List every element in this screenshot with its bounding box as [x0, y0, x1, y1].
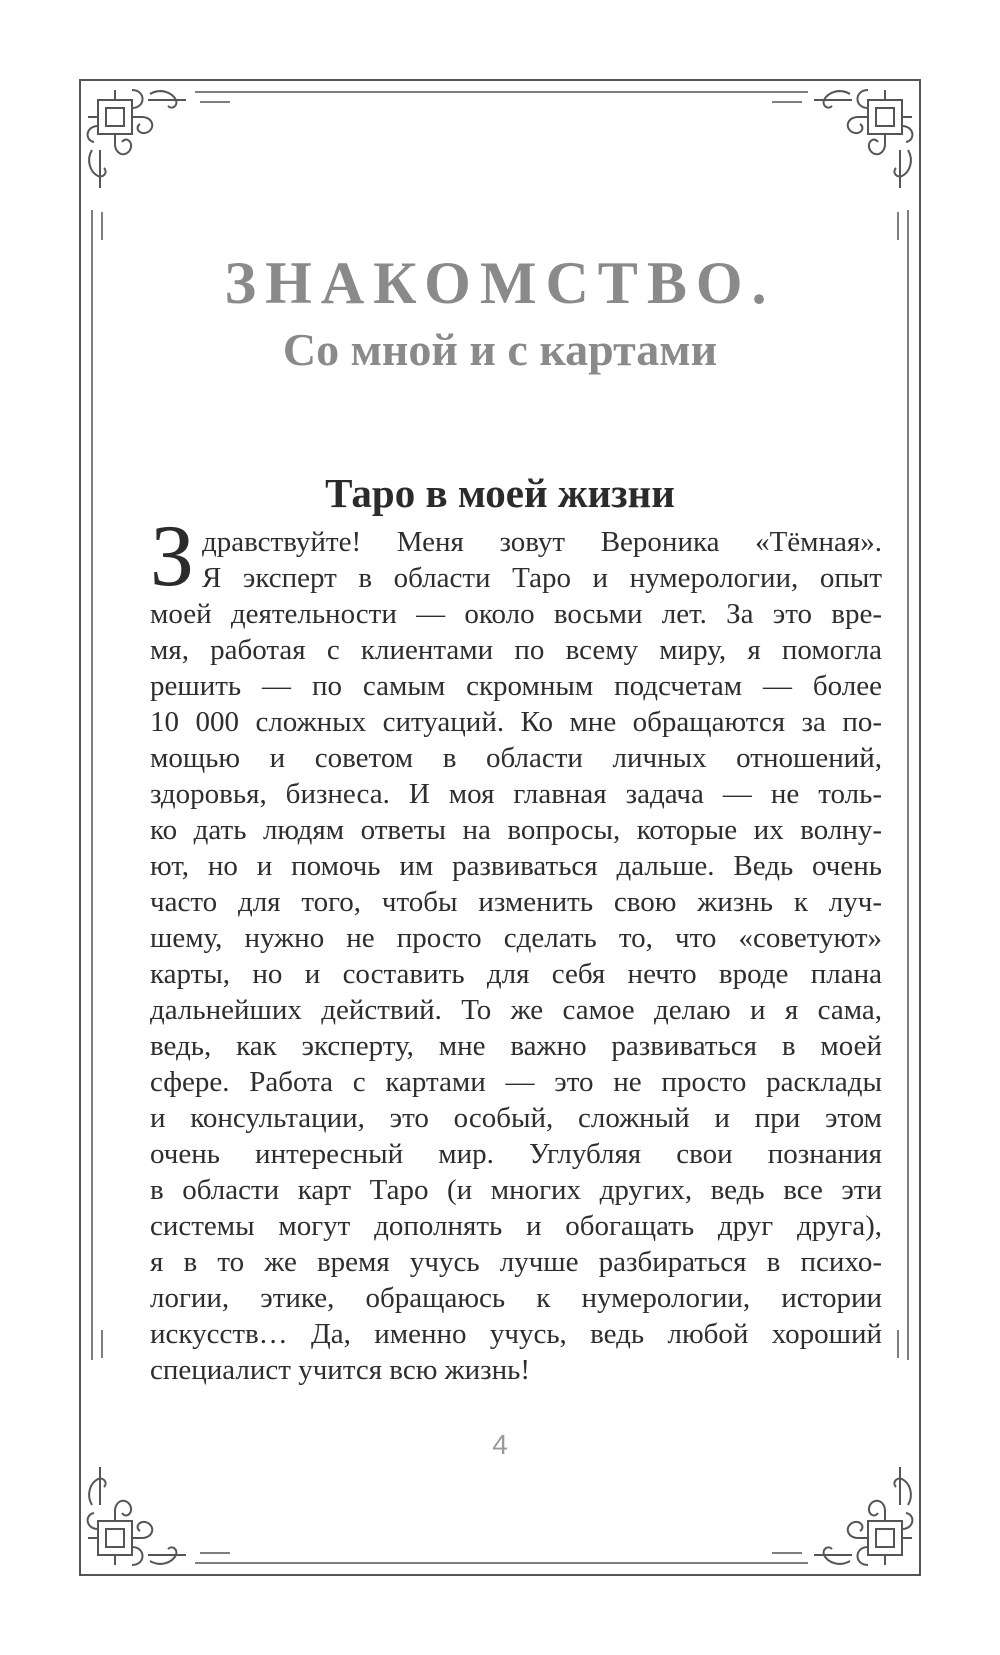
text-line: карты, но и составить для себя нечто вроде плана: [150, 958, 882, 990]
chapter-subtitle: Со мной и с картами: [282, 324, 718, 375]
text-line: логии, этике, обращаюсь к нумерологии, истории: [150, 1282, 882, 1314]
text-line: здоровья, бизнеса. И моя главная задача — не толь-: [150, 778, 882, 810]
text-line: сфере. Работа с картами — это не просто расклады: [150, 1066, 882, 1098]
text-line: дальнейших действий. То же самое делаю и я сама,: [150, 994, 882, 1026]
text-line: искусств… Да, именно учусь, ведь любой хороший: [150, 1318, 882, 1350]
text-line: системы могут дополнять и обогащать друг друга),: [150, 1210, 882, 1242]
text-line: ко дать людям ответы на вопросы, которые их волну-: [150, 814, 882, 846]
text-line: часто для того, чтобы изменить свою жизнь к луч-: [150, 886, 882, 918]
text-line: ведь, как эксперту, мне важно развиваться в моей: [150, 1030, 882, 1062]
chapter-title: ЗНАКОМСТВО.: [224, 250, 776, 316]
text-line: очень интересный мир. Углубляя свои познания: [150, 1138, 882, 1170]
text-line: моей деятельности — около восьми лет. За это вре-: [150, 598, 882, 630]
text-line: Я эксперт в области Таро и нумерологии, опыт: [202, 562, 882, 594]
text-line-last: специалист учится всю жизнь!: [150, 1354, 531, 1386]
text-line: в области карт Таро (и многих других, ведь все эти: [150, 1174, 882, 1206]
text-line: ют, но и помочь им развиваться дальше. Ведь очень: [150, 850, 882, 882]
page-number: 4: [492, 1429, 508, 1460]
text-line: мя, работая с клиентами по всему миру, я помогла: [150, 634, 882, 666]
drop-cap: З: [150, 508, 195, 605]
text-line: и консультации, это особый, сложный и при этом: [150, 1102, 882, 1134]
text-line: мощью и советом в области личных отношений,: [150, 742, 882, 774]
text-line: 10 000 сложных ситуаций. Ко мне обращаются за по-: [150, 706, 882, 738]
body-text: [150, 524, 882, 1388]
section-heading: Таро в моей жизни: [325, 470, 675, 516]
text-line: я в то же время учусь лучше разбираться в психо-: [150, 1246, 882, 1278]
text-line: шему, нужно не просто сделать то, что «советуют»: [150, 922, 882, 954]
text-line: решить — по самым скромным подсчетам — более: [150, 670, 882, 702]
text-line: дравствуйте! Меня зовут Вероника «Тёмная».: [202, 526, 882, 558]
